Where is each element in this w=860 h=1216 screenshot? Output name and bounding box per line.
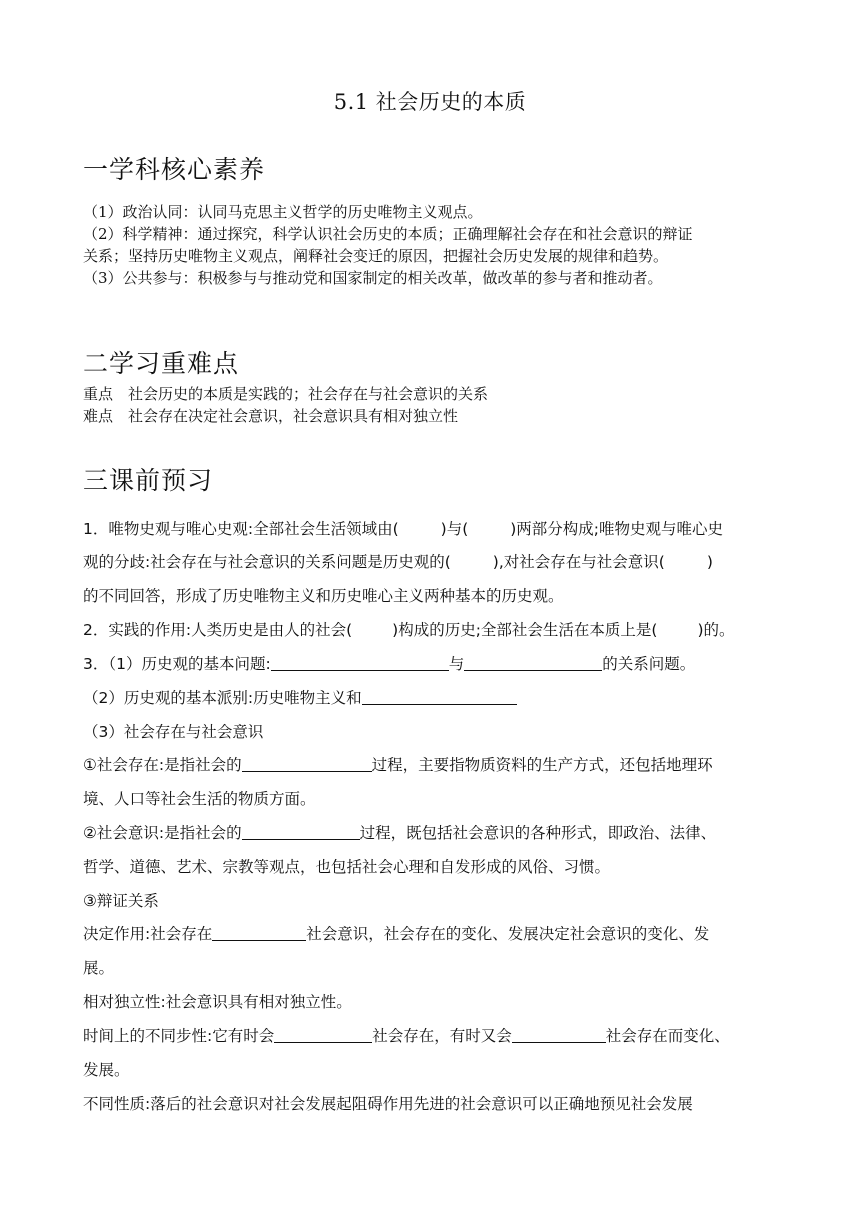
q3-1-text-b: 与 [448,655,465,673]
concept-social-existence-line-1 [83,753,790,775]
c1-text-a: ①社会存在:是指社会的 [83,756,242,774]
q2-text-c: )的。 [697,621,735,639]
q1-text-f: ) [706,553,713,571]
q3-1-text-a: 3．（1）历史观的基本问题: [83,655,271,673]
t-text-a: 时间上的不同步性:它有时会 [83,1027,275,1045]
page-title: 5.1 社会历史的本质 [333,90,527,114]
d1-text-a: 决定作用:社会存在 [83,925,213,943]
concept-social-consciousness-line-2: 哲学、道德、艺术、宗教等观点，也包括社会心理和自发形成的风俗、习惯。 [83,858,611,876]
time-asynchrony-line-2: 发展。 [83,1061,130,1079]
c1-text-b: 过程，主要指物质资料的生产方式，还包括地理环 [371,756,713,774]
concept-social-existence-line-2: 境、人口等社会生活的物质方面。 [83,790,316,808]
relative-independence: 相对独立性:社会意识具有相对独立性。 [83,993,352,1011]
q1-text-b: )与( [440,520,469,538]
q3-2-text: （2）历史观的基本派别:历史唯物主义和 [83,689,362,707]
question-3-2 [83,686,790,708]
decisive-role-line-2: 展。 [83,959,115,977]
question-2 [83,618,790,640]
q2-text-b: )构成的历史;全部社会生活在本质上是( [392,621,658,639]
q1-text-d: 观的分歧:社会存在与社会意识的关系问题是历史观的( [83,553,451,571]
concept-social-consciousness-line-1 [83,821,790,843]
question-3-1 [83,652,790,674]
d1-blank[interactable] [212,925,306,941]
core-literacy-line-1: （1）政治认同：认同马克思主义哲学的历史唯物主义观点。 [83,203,483,221]
q3-1-text-c: 的关系问题。 [602,655,696,673]
question-1-line-3: 的不同回答，形成了历史唯物主义和历史唯心主义两种基本的历史观。 [83,587,564,605]
c2-blank[interactable] [242,824,360,840]
t-blank-1[interactable] [274,1027,372,1043]
concept-dialectical-relation: ③辩证关系 [83,892,159,910]
section-heading-preview: 三课前预习 [83,466,214,495]
q1-text-e: ),对社会存在与社会意识( [492,553,665,571]
c1-blank[interactable] [242,756,372,772]
decisive-role-line-1 [83,922,790,944]
core-literacy-line-3: 关系；坚持历史唯物主义观点，阐释社会变迁的原因，把握社会历史发展的规律和趋势。 [83,247,669,265]
q3-2-blank[interactable] [362,689,517,705]
time-asynchrony-line-1 [83,1024,790,1046]
q2-text-a: 2．实践的作用:人类历史是由人的社会( [83,621,353,639]
difficult-point: 难点 社会存在决定社会意识，社会意识具有相对独立性 [83,407,459,425]
core-literacy-line-4: （3）公共参与：积极参与与推动党和国家制定的相关改革，做改革的参与者和推动者。 [83,269,663,287]
key-point: 重点 社会历史的本质是实践的；社会存在与社会意识的关系 [83,385,489,403]
question-1-line-1 [83,517,790,539]
question-1-line-2 [83,550,790,572]
c2-text-b: 过程，既包括社会意识的各种形式，即政治、法律、 [359,824,717,842]
different-nature: 不同性质:落后的社会意识对社会发展起阻碍作用先进的社会意识可以正确地预见社会发展 [83,1095,693,1113]
core-literacy-line-2: （2）科学精神：通过探究，科学认识社会历史的本质；正确理解社会存在和社会意识的辩证 [83,225,693,243]
q1-text-c: )两部分构成;唯物史观与唯心史 [510,520,724,538]
q1-text-a: 1．唯物史观与唯心史观:全部社会生活领域由( [83,520,399,538]
t-text-c: 社会存在而变化、 [605,1027,730,1045]
t-blank-2[interactable] [512,1027,606,1043]
section-heading-key-points: 二学习重难点 [83,349,240,378]
t-text-b: 社会存在，有时又会 [372,1027,512,1045]
q3-1-blank-2[interactable] [464,655,602,671]
d1-text-b: 社会意识，社会存在的变化、发展决定社会意识的变化、发 [306,925,710,943]
section-heading-core-literacy: 一学科核心素养 [83,155,266,184]
q3-1-blank-1[interactable] [271,655,449,671]
c2-text-a: ②社会意识:是指社会的 [83,824,242,842]
question-3-3: （3）社会存在与社会意识 [83,723,264,741]
